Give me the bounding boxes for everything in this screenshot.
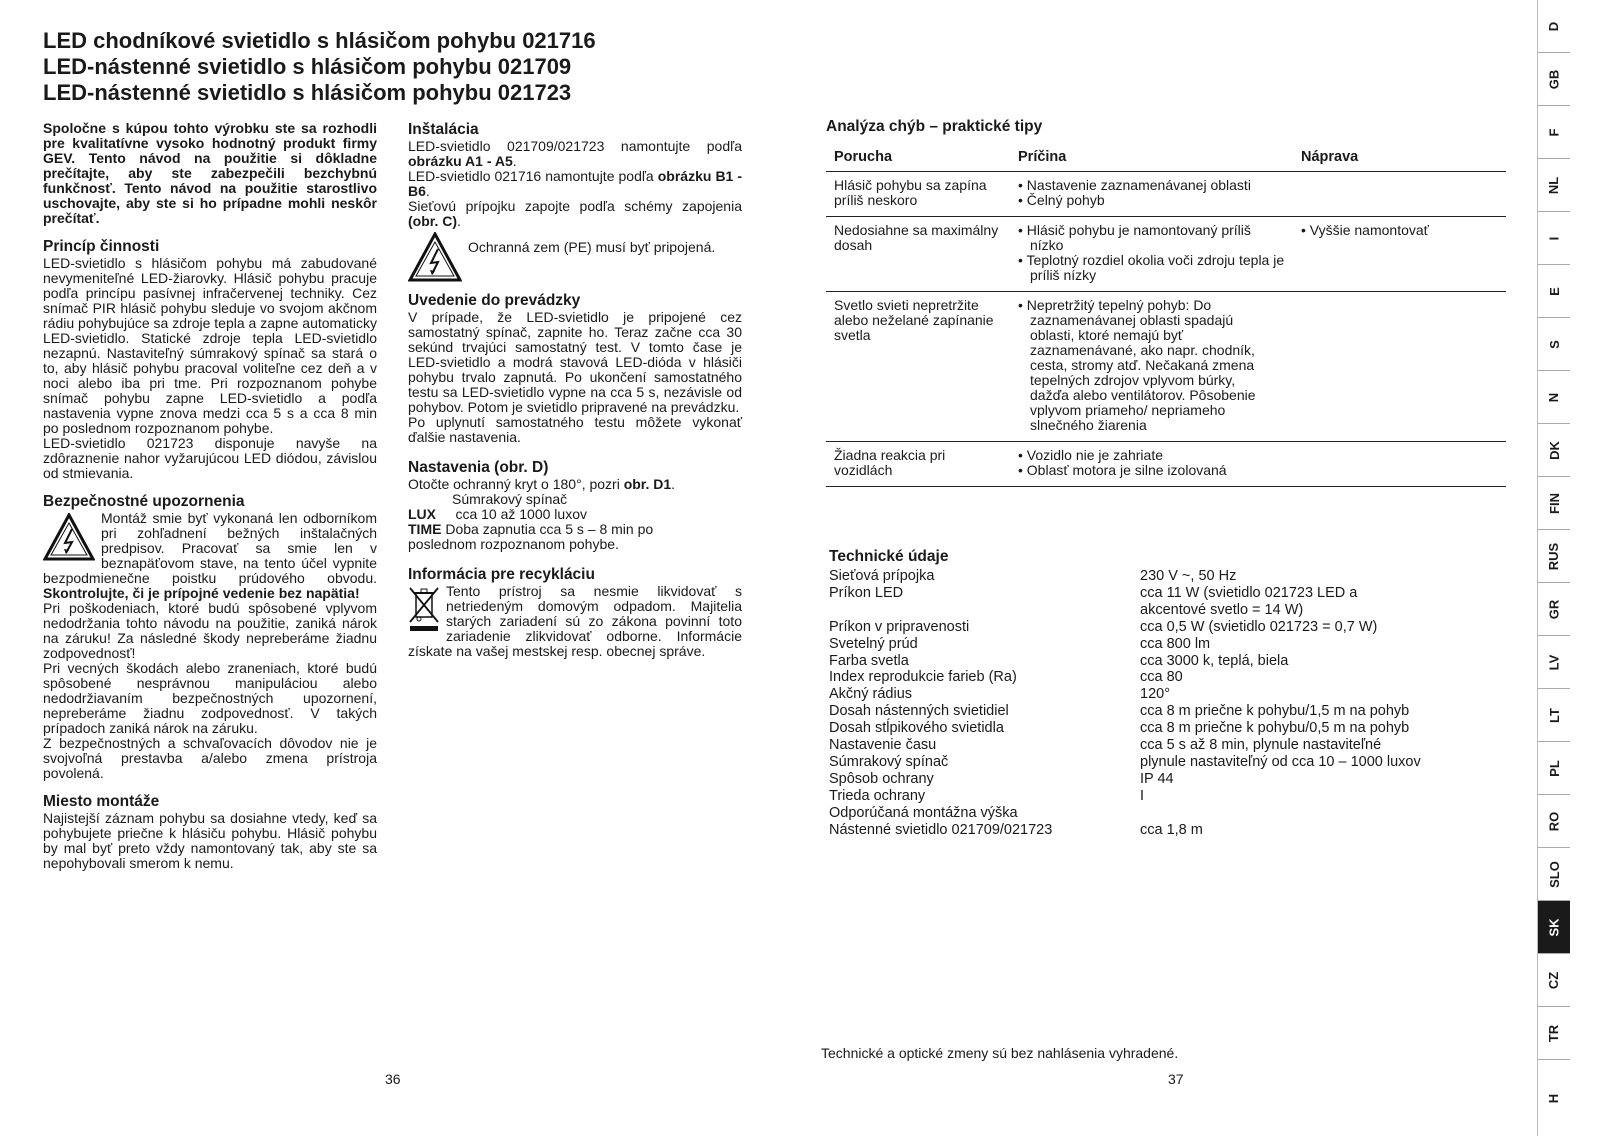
recycle-text: Tento prístroj sa nesmie likvidovať s netriedeným domovým odpadom. Majitelia starých zariadení sú zo zákona povinní toto zariadenie zlikvidovať odborne. Informácie získate na vašej mestskej resp. obecnej správe. bbox=[408, 583, 742, 659]
tab-lt[interactable]: LT bbox=[1538, 689, 1570, 742]
tab-gb[interactable]: GB bbox=[1538, 53, 1570, 106]
problem-cell: Hlásič pohybu sa zapína príliš neskoro bbox=[826, 172, 1010, 217]
cause-item: • Teplotný rozdiel okolia voči zdroju tepla je príliš nízky bbox=[1018, 252, 1285, 283]
electric-hazard-icon bbox=[408, 232, 462, 282]
commission-text: V prípade, že LED-svietidlo je pripojené cez samostatný spínač, zapnite ho. Teraz začne cca 30 sekúnd trvajúci samostatný test. V tomto čase je LED-svietidlo a modrá stavová LED-dióda v hlásiči pohybu trvalo zapnutá. Po ukončení samostatného testu sa LED-svietidlo vypne na cca 5 s, nezávisle od pohybov. Potom je svietidlo pripravené na prevádzku. bbox=[408, 309, 742, 415]
tab-sk[interactable]: SK bbox=[1538, 901, 1570, 954]
spec-row: Odporúčaná montážna výška bbox=[829, 804, 1018, 821]
install-heading: Inštalácia bbox=[408, 121, 479, 138]
fix-cell bbox=[1293, 172, 1506, 217]
commission-text-2: Po uplynutí samostatného testu môžete vykonať ďalšie nastavenia. bbox=[408, 414, 742, 445]
problem-cell: Svetlo svieti nepretržite alebo neželané zapínanie svetla bbox=[826, 292, 1010, 442]
cause-item: • Čelný pohyb bbox=[1018, 192, 1105, 208]
spec-row: Dosah nástenných svietidiel cca 8 m priečne k pohybu/1,5 m na pohyb bbox=[829, 703, 1410, 720]
safety-heading: Bezpečnostné upozornenia bbox=[43, 493, 245, 510]
mount-text: Najistejší záznam pohybu sa dosiahne vtedy, keď sa pohybujete priečne k hlásiču pohybu. Hlásič pohybu by mal byť preto vždy namontovaný tak, aby ste sa nepohybovali smerom k nemu. bbox=[43, 810, 377, 871]
cause-item: • Nastavenie zaznamenávanej oblasti bbox=[1018, 177, 1251, 193]
page-number-left: 36 bbox=[385, 1071, 401, 1087]
principle-heading: Princíp činnosti bbox=[43, 238, 160, 255]
fix-cell bbox=[1293, 292, 1506, 442]
cause-cell bbox=[1010, 292, 1293, 442]
tab-gr[interactable]: GR bbox=[1538, 583, 1570, 636]
title-line: LED-nástenné svietidlo s hlásičom pohybu 021723 bbox=[43, 80, 572, 105]
crossed-bin-icon bbox=[408, 586, 440, 632]
electric-hazard-icon bbox=[43, 513, 95, 561]
pe-text: Ochranná zem (PE) musí byť pripojená. bbox=[468, 238, 716, 255]
spec-row: Dosah stĺpikového svietidla cca 8 m priečne k pohybu/0,5 m na pohyb bbox=[829, 720, 1410, 737]
title-line: LED chodníkové svietidlo s hlásičom pohybu 021716 bbox=[43, 28, 596, 53]
cause-item: • Oblasť motora je silne izolovaná bbox=[1018, 462, 1227, 478]
spec-row: Farba svetla cca 3000 k, teplá, biela bbox=[829, 652, 1289, 669]
table-row bbox=[826, 292, 1506, 442]
intro-text: Spoločne s kúpou tohto výrobku ste sa rozhodli pre kvalitatívne vysoko hodnotný produkt firmy GEV. Tento návod na použitie si dôkladne prečítajte, aby ste zabezpečili bezchybnú funkčnosť. Tento návod na použitie starostlivo uschovajte, aby ste si ho prípadne mohli neskôr prečítať. bbox=[43, 120, 377, 226]
cause-item: • Hlásič pohybu je namontovaný príliš nízko bbox=[1018, 222, 1251, 253]
spec-heading: Technické údaje bbox=[829, 548, 949, 565]
cause-item: • Vozidlo nie je zahriate bbox=[1018, 447, 1163, 463]
spec-row: Index reprodukcie farieb (Ra) cca 80 bbox=[829, 669, 1183, 686]
tab-pl[interactable]: PL bbox=[1538, 742, 1570, 795]
tab-d[interactable]: D bbox=[1538, 0, 1570, 53]
column-header: Porucha bbox=[826, 140, 1010, 172]
settings-heading: Nastavenia (obr. D) bbox=[408, 459, 549, 476]
safety-text-1: Montáž smie byť vykonaná len odborníkom pri zohľadnení bežných inštalačných predpisov. Pracovať sa smie len v beznapäťovom stave, na tento účel vypnite bezpodmienečne poistku prúdového obvodu. Skontrolujte, či je prípojné vedenie bez napätia! bbox=[43, 510, 377, 601]
spec-row: Súmrakový spínač plynule nastaviteľný od cca 10 – 1000 luxov bbox=[829, 753, 1421, 770]
tab-e[interactable]: E bbox=[1538, 265, 1570, 318]
fix-cell: • Vyššie namontovať bbox=[1293, 217, 1506, 292]
tab-cz[interactable]: CZ bbox=[1538, 954, 1570, 1007]
cause-cell bbox=[1010, 172, 1293, 217]
page-number-right: 37 bbox=[1168, 1071, 1184, 1087]
install-line-3: Sieťovú prípojku zapojte podľa schémy zapojenia (obr. C). bbox=[408, 198, 742, 229]
commission-heading: Uvedenie do prevádzky bbox=[408, 292, 581, 309]
spec-row: Akčný rádius 120° bbox=[829, 686, 1170, 703]
page-title bbox=[43, 28, 596, 106]
changes-notice: Technické a optické zmeny sú bez nahlásenia vyhradené. bbox=[821, 1045, 1179, 1061]
fault-analysis bbox=[826, 118, 1506, 487]
spec-row: Spôsob ochrany IP 44 bbox=[829, 770, 1174, 787]
principle-text-2: LED-svietidlo 021723 disponuje navyše na zdôraznenie nahor vyžarujúcou LED diódou, závislou od stmievania. bbox=[43, 435, 377, 481]
safety-text-2: Pri poškodeniach, ktoré budú spôsobené vplyvom nedodržania tohto návodu na použitie, zaniká nárok na záruku! Za následné škody nepreberáme žiadnu zodpovednosť! bbox=[43, 600, 377, 661]
tab-h[interactable]: H bbox=[1546, 1093, 1562, 1103]
principle-text: LED-svietidlo s hlásičom pohybu má zabudované nevymeniteľné LED-žiarovky. Hlásič pohybu pracuje podľa princípu pasívnej infračervenej techniky. Cez snímač PIR hlásič pohybu sleduje vo svojom akčnom rádiu pohybujúce sa zdroje tepla a zapne automaticky LED-svietidlo. Statické zdroje tepla LED-svietidlo nezapnú. Nastaviteľný súmrakový spínač sa stará o to, aby hlásič pohybu pracoval voliteľne cez deň a v noci alebo iba pri tme. Pri rozpoznanom pohybe snímač pohybu zapne LED-svietidlo a podľa nastavenia vypne znova medzi cca 5 s a cca 8 min po poslednom rozpoznanom pohybe. bbox=[43, 255, 377, 436]
column-left bbox=[43, 121, 377, 871]
safety-text-3: Pri vecných škodách alebo zraneniach, ktoré budú spôsobené nesprávnou manipuláciou alebo nedodržiavaním bezpečnostných upozornení, nepreberáme žiadnu zodpovednosť. V takých prípadoch zaniká nárok na záruku. bbox=[43, 660, 377, 736]
install-line-1: LED-svietidlo 021709/021723 namontujte podľa obrázku A1 - A5. bbox=[408, 138, 742, 169]
tab-rus[interactable]: RUS bbox=[1538, 530, 1570, 583]
recycle-heading: Informácia pre recykláciu bbox=[408, 566, 595, 583]
install-line-2: LED-svietidlo 021716 namontujte podľa obrázku B1 - B6. bbox=[408, 168, 743, 199]
settings-line-2: Súmrakový spínač bbox=[452, 491, 568, 507]
spec-row: Nástenné svietidlo 021709/021723 cca 1,8 m bbox=[829, 821, 1203, 838]
spec-row: Trieda ochrany I bbox=[829, 787, 1145, 804]
spec-row: Nastavenie času cca 5 s až 8 min, plynule nastaviteľné bbox=[829, 737, 1382, 754]
column-header: Náprava bbox=[1293, 140, 1506, 172]
lux-line: LUX cca 10 až 1000 luxov bbox=[408, 506, 587, 522]
settings-line-1: Otočte ochranný kryt o 180°, pozri obr. D1. bbox=[408, 476, 676, 492]
column-middle bbox=[408, 121, 742, 659]
table-row bbox=[826, 442, 1506, 487]
tab-i[interactable]: I bbox=[1538, 212, 1570, 265]
fault-table bbox=[826, 140, 1506, 487]
spec-row: Svetelný prúd cca 800 lm bbox=[829, 635, 1211, 652]
safety-bold: Skontrolujte, či je prípojné vedenie bez napätia! bbox=[43, 585, 360, 601]
cause-cell bbox=[1010, 217, 1293, 292]
spec-row: Príkon LED cca 11 W (svietidlo 021723 LED a akcentové svetlo = 14 W) bbox=[829, 584, 1358, 618]
tab-n[interactable]: N bbox=[1538, 371, 1570, 424]
table-header-row bbox=[826, 140, 1506, 172]
fix-cell bbox=[1293, 442, 1506, 487]
language-tabs bbox=[1537, 0, 1570, 1136]
pe-warning bbox=[408, 232, 742, 282]
tab-dk[interactable]: DK bbox=[1538, 424, 1570, 477]
problem-cell: Žiadna reakcia pri vozidlách bbox=[826, 442, 1010, 487]
cause-item: • Nepretržitý tepelný pohyb: Do zaznamenávanej oblasti spadajú oblasti, ktoré nemajú byť zaznamenávané, ako napr. chodník, cesta, stromy atď. Nečakaná zmena tepelných zdrojov vplyvom búrky, dažďa alebo ventilátorov. Pôsobenie vplyvom priameho/ nepriameho slnečného žiarenia bbox=[1018, 297, 1256, 433]
column-header: Príčina bbox=[1010, 140, 1293, 172]
tab-ro[interactable]: RO bbox=[1538, 795, 1570, 848]
technical-data bbox=[829, 548, 1509, 839]
cause-cell bbox=[1010, 442, 1293, 487]
spec-row: Sieťová prípojka 230 V ~, 50 Hz bbox=[829, 568, 1237, 584]
fault-heading: Analýza chýb – praktické tipy bbox=[826, 118, 1043, 135]
title-line: LED-nástenné svietidlo s hlásičom pohybu 021709 bbox=[43, 54, 572, 79]
problem-cell: Nedosiahne sa maximálny dosah bbox=[826, 217, 1010, 292]
tab-nl[interactable]: NL bbox=[1538, 159, 1570, 212]
tab-tr[interactable]: TR bbox=[1538, 1007, 1570, 1060]
tab-slo[interactable]: SLO bbox=[1538, 848, 1570, 901]
tab-fin[interactable]: FIN bbox=[1538, 477, 1570, 530]
mount-heading: Miesto montáže bbox=[43, 793, 160, 810]
spec-row: Príkon v pripravenosti cca 0,5 W (svietidlo 021723 = 0,7 W) bbox=[829, 618, 1378, 635]
tab-s[interactable]: S bbox=[1538, 318, 1570, 371]
table-row bbox=[826, 172, 1506, 217]
tab-lv[interactable]: LV bbox=[1538, 636, 1570, 689]
table-row bbox=[826, 217, 1506, 292]
tab-f[interactable]: F bbox=[1538, 106, 1570, 159]
safety-text-4: Z bezpečnostných a schvaľovacích dôvodov nie je svojvoľná prestavba a/alebo zmena prístroja povolená. bbox=[43, 735, 377, 781]
time-line: TIME Doba zapnutia cca 5 s – 8 min po poslednom rozpoznanom pohybe. bbox=[408, 521, 654, 552]
